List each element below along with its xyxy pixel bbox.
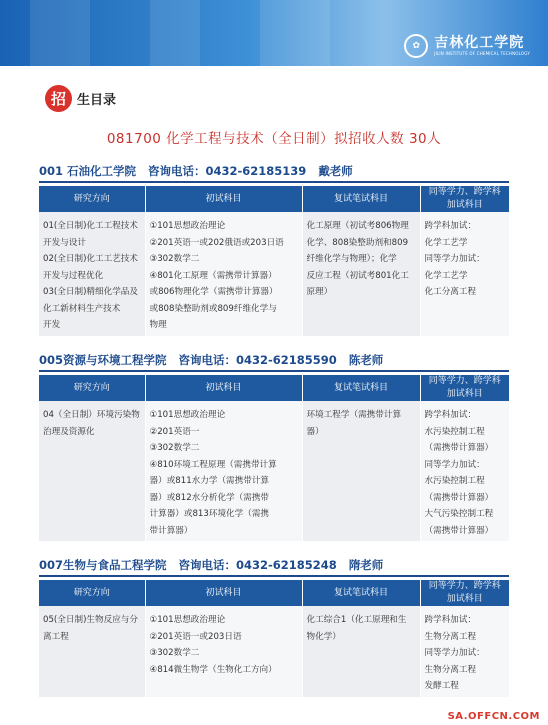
cell-line: 或808染整助剂或809纤维化学与 — [149, 303, 277, 314]
cell-line: 生物分离工程 — [424, 664, 477, 675]
recruit-badge: 招 — [45, 85, 72, 112]
header-initial-exam: 初试科目 — [145, 580, 302, 606]
cell-line: 化学工艺学 — [424, 270, 468, 281]
cell-line: 物化学） — [306, 631, 341, 642]
cell-line: 同等学力加试： — [424, 648, 485, 658]
logo-name-en: JILIN INSTITUTE OF CHEMICAL TECHNOLOGY — [434, 50, 530, 56]
cell-line: 化工综合1（化工原理和生 — [306, 615, 407, 625]
table-row — [39, 606, 509, 697]
header-extra-exam: 同等学力、跨学科 加试科目 — [420, 580, 509, 606]
header-retest: 复试笔试科目 — [302, 375, 420, 401]
cell-line: 化学、808染整助剂和809 — [306, 237, 409, 248]
college-header — [39, 352, 509, 368]
cell-initial-exam — [145, 212, 302, 336]
cell-line: 水污染控制工程 — [424, 476, 485, 486]
cell-retest — [302, 212, 420, 336]
college-divider — [39, 575, 509, 577]
cell-line: 或806物理化学（需携带计算器） — [149, 287, 278, 297]
banner-tile — [150, 0, 200, 66]
cell-line: 带计算器） — [149, 525, 193, 536]
banner-tile — [260, 0, 330, 66]
cell-line: 器）或812水分析化学（需携带 — [149, 492, 270, 503]
cell-line: 化工原理（初试考806物理 — [306, 221, 409, 231]
cell-line: ③302数学二 — [149, 648, 200, 658]
cell-retest — [302, 401, 420, 541]
cell-line: 化工分离工程 — [424, 287, 477, 297]
table-header-row — [39, 580, 509, 606]
cell-line: ②201英语一或203日语 — [149, 631, 242, 642]
cell-line: 化工新材料生产技术 — [43, 303, 121, 314]
cell-line: 环境工程学（需携带计算 — [306, 410, 402, 420]
college-contact: 陈老师 — [348, 353, 384, 367]
table-header-row — [39, 186, 509, 212]
college-divider — [39, 181, 509, 183]
cell-line: （需携带计算器） — [424, 492, 494, 503]
watermark: SA.OFFCN.COM — [447, 711, 540, 722]
cell-line: 跨学科加试： — [424, 221, 477, 231]
cell-line: 跨学科加试： — [424, 615, 477, 625]
college-divider — [39, 370, 509, 372]
cell-line: 水污染控制工程 — [424, 426, 485, 437]
header-direction: 研究方向 — [39, 375, 145, 401]
cell-line: 器） — [306, 426, 324, 437]
cell-line: 02(全日制)化工工艺技术 — [43, 254, 138, 264]
header-extra-exam: 同等学力、跨学科 加试科目 — [420, 375, 509, 401]
table-row — [39, 401, 509, 541]
cell-line: 同等学力加试： — [424, 459, 485, 470]
header-direction: 研究方向 — [39, 186, 145, 212]
cell-line: 化学工艺学 — [424, 237, 468, 248]
header-extra-exam: 同等学力、跨学科 加试科目 — [420, 186, 509, 212]
cell-line: ②201英语一 — [149, 426, 200, 437]
header-banner — [0, 0, 548, 66]
cell-extra-exam — [420, 401, 509, 541]
logo-name-cn: 吉林化工学院 — [434, 34, 525, 51]
table-row — [39, 212, 509, 336]
cell-extra-exam — [420, 212, 509, 336]
header-initial-exam: 初试科目 — [145, 375, 302, 401]
cell-line: 计算器）或813环境化学（需携 — [149, 509, 270, 519]
cell-line: ③302数学二 — [149, 443, 200, 453]
cell-direction — [39, 212, 145, 336]
cell-line: ①101思想政治理论 — [149, 410, 226, 420]
cell-line: 04（全日制）环境污染物 — [43, 410, 140, 420]
school-seal-icon: ✿ — [404, 34, 428, 58]
cell-line: 治理及资源化 — [43, 426, 95, 437]
cell-extra-exam — [420, 606, 509, 697]
page-title: 081700 化学工程与技术（全日制）拟招收人数 30人 — [106, 131, 442, 147]
college-phone: 咨询电话：0432-62185248 — [178, 558, 337, 572]
cell-initial-exam — [145, 401, 302, 541]
cell-line: 生物分离工程 — [424, 631, 477, 642]
cell-line: ①101思想政治理论 — [149, 221, 226, 231]
cell-line: （需携带计算器） — [424, 443, 494, 453]
cell-line: 反应工程（初试考801化工 — [306, 270, 409, 281]
cell-line: ④810环境工程原理（需携带计算 — [149, 459, 277, 470]
cell-line: 离工程 — [43, 631, 69, 642]
subject-table — [39, 580, 509, 697]
cell-direction — [39, 606, 145, 697]
cell-line: 物理 — [149, 320, 167, 330]
college-phone: 咨询电话：0432-62185590 — [178, 353, 337, 367]
college-name: 001 石油化工学院 — [39, 164, 137, 178]
cell-line: 跨学科加试： — [424, 410, 477, 420]
college-contact: 戴老师 — [318, 164, 353, 178]
cell-line: 发酵工程 — [424, 681, 459, 691]
cell-line: ④814微生物学（生物化工方向） — [149, 664, 277, 675]
college-block — [39, 557, 509, 697]
college-phone: 咨询电话：0432-62185139 — [148, 164, 307, 178]
cell-line: 开发与设计 — [43, 237, 86, 248]
cell-line: 大气污染控制工程 — [424, 509, 494, 519]
college-name: 005资源与环境工程学院 — [39, 353, 167, 367]
college-block — [39, 163, 509, 336]
college-contact: 隋老师 — [348, 558, 384, 572]
cell-line: 01(全日制)化工工程技术 — [43, 221, 138, 231]
college-header — [39, 163, 509, 179]
cell-line: ④801化工原理（需携带计算器） — [149, 270, 277, 281]
cell-line: 开发 — [43, 320, 61, 330]
subject-table — [39, 186, 509, 336]
header-initial-exam: 初试科目 — [145, 186, 302, 212]
cell-line: ③302数学二 — [149, 254, 200, 264]
header-direction: 研究方向 — [39, 580, 145, 606]
header-retest: 复试笔试科目 — [302, 186, 420, 212]
cell-line: （需携带计算器） — [424, 525, 494, 536]
cell-line: ①101思想政治理论 — [149, 615, 226, 625]
cell-direction — [39, 401, 145, 541]
banner-tile — [30, 0, 90, 66]
cell-line: 器）或811水力学（需携带计算 — [149, 476, 270, 486]
cell-line: 05(全日制)生物反应与分 — [43, 615, 138, 625]
header-retest: 复试笔试科目 — [302, 580, 420, 606]
section-heading — [45, 84, 116, 112]
college-block — [39, 352, 509, 541]
cell-initial-exam — [145, 606, 302, 697]
cell-line: 03(全日制)精细化学品及 — [43, 287, 138, 297]
cell-line: 开发与过程优化 — [43, 270, 104, 281]
cell-line: 同等学力加试： — [424, 254, 485, 264]
school-logo — [404, 33, 530, 59]
college-name: 007生物与食品工程学院 — [39, 558, 167, 572]
cell-line: 纤维化学与物理）；化学 — [306, 254, 397, 264]
cell-line: 原理） — [306, 287, 333, 297]
cell-retest — [302, 606, 420, 697]
college-header — [39, 557, 509, 573]
cell-line: ②201英语一或202俄语或203日语 — [149, 237, 284, 248]
table-header-row — [39, 375, 509, 401]
subject-table — [39, 375, 509, 541]
section-title: 生目录 — [77, 92, 117, 108]
